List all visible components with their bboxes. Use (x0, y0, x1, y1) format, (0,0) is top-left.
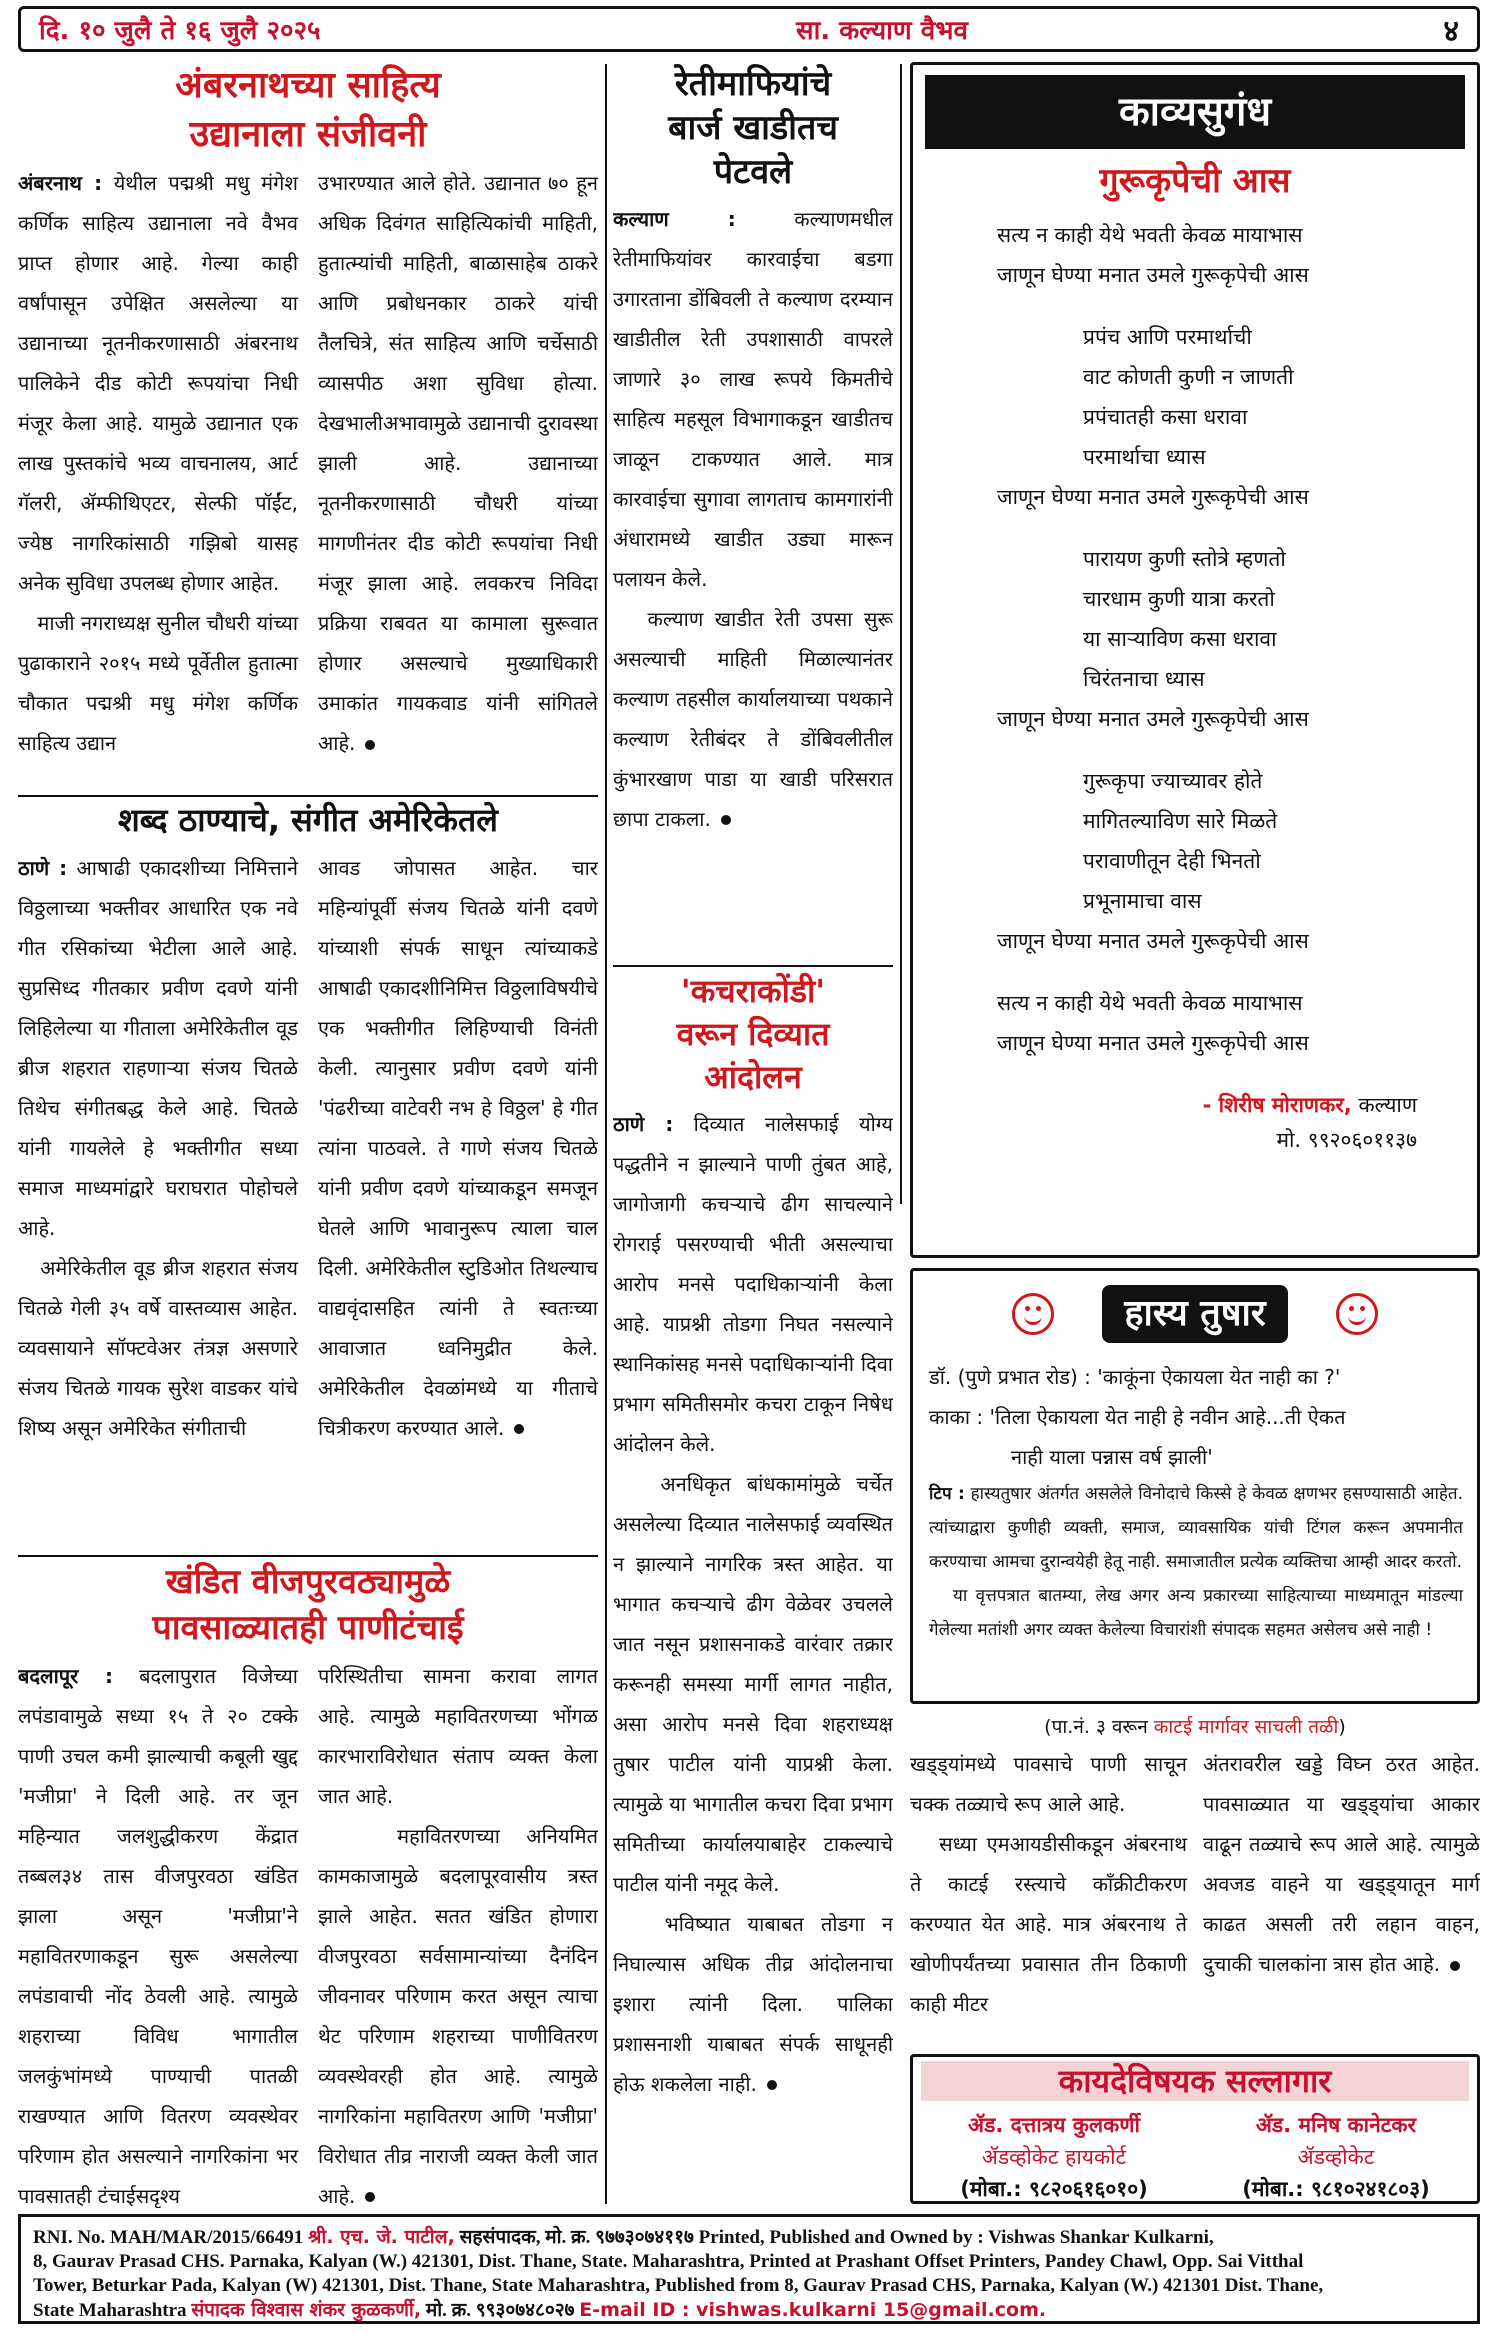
joke-line: 'काकूंना ऐकायला येत नाही का ?' (1097, 1365, 1341, 1389)
poem-line: वाट कोणती कुणी न जाणती (1083, 364, 1294, 389)
article-title: शब्द ठाण्याचे, संगीत अमेरिकेतले (118, 801, 498, 839)
poem-line: गुरूकृपा ज्याच्यावर होते (1083, 768, 1263, 793)
dateline: बदलापूर : (18, 1663, 114, 1688)
poem-author: - शिरीष मोराणकर, (1202, 1092, 1352, 1117)
poem-line: जाणून घेण्या मनात उमले गुरूकृपेची आस (997, 928, 1309, 953)
article-title-line: अंबरनाथच्या साहित्य (175, 65, 441, 106)
rni-number: RNI. No. MAH/MAR/2015/66491 (33, 2227, 304, 2248)
article-body: भविष्यात याबाबत तोडगा न निघाल्यास अधिक तीव्र आंदोलनाचा इशारा त्यांनी दिला. पालिका प्रशासनाशी याबाबत संपर्क साधूनही होऊ शकलेला नाही. (613, 1911, 893, 2096)
poem-line: सत्य न काही येथे भवती केवळ मायाभास (997, 990, 1303, 1015)
article-badlapur (18, 1560, 598, 2208)
end-dot-icon (1450, 1961, 1460, 1971)
poem-line: प्रभूनामाचा वास (1083, 888, 1202, 913)
article-body: आषाढी एकादशीच्या निमित्ताने विठ्ठलाच्या भक्तीवर आधारित एक नवे गीत रसिकांच्या भेटीला आले आहे. सुप्रसिध्द गीतकार प्रवीण दवणे यांनी लिहिलेल्या या गीताला अमेरिकेतील वूड ब्रीज शहरात राहणाऱ्या संजय चितळे तिथेच संगीतबद्ध केले आहे. चितळे यांनी गायलेले हे भक्तीगीत सध्या समाज माध्यमांद्वारे घराघरात पोहोचले आहे. (18, 855, 298, 1240)
joke-line: 'तिला ऐकायला येत नाही हे नवीन आहे...ती ऐकत (989, 1405, 1346, 1429)
tip-label: टिप : (929, 1484, 965, 1504)
article-body: दिव्यात नालेसफाई योग्य पद्धतीने न झाल्याने पाणी तुंबत आहे, जागोजागी कचऱ्याचे ढीग साचल्याने रोगराई पसरण्याची भीती असल्याचा आरोप मनसे पदाधिकाऱ्यांनी केला आहे. याप्रश्नी तोडगा निघत नसल्याने स्थानिकांसह मनसे पदाधिकाऱ्यांनी दिवा प्रभाग समितीसमोर कचरा टाकून निषेध आंदोलन केले. (613, 1111, 893, 1456)
article-body: माजी नगराध्यक्ष सुनील चौधरी यांच्या पुढाकाराने २०१५ मध्ये पूर्वेतील हुतात्मा चौकात पद्मश्री मधु मंगेश कर्णिक साहित्य उद्यान (18, 611, 298, 756)
poem-stanza (997, 761, 1477, 961)
article-title-line: वरून दिव्यात (676, 1015, 830, 1054)
poem-body (913, 215, 1477, 1063)
end-dot-icon (767, 2080, 777, 2090)
continued-ref-close: ) (1338, 1716, 1346, 1738)
continued-ref-label: (पा.नं. ३ वरून (1044, 1716, 1148, 1738)
advocate-1 (960, 2109, 1148, 2205)
poem-author-block (913, 1085, 1477, 1125)
legal-box (910, 2054, 1480, 2204)
column-rule (900, 64, 902, 1204)
dateline: अंबरनाथ : (18, 171, 103, 196)
editor-name: संपादक विश्वास शंकर कुळकर्णी, (191, 2299, 422, 2321)
article-title-line: खंडित वीजपुरवठ्यामुळे (165, 1562, 451, 1602)
article-continued (910, 1710, 1480, 2052)
end-dot-icon (365, 2192, 375, 2202)
advocate-role: ॲडव्होकेट (1297, 2145, 1375, 2169)
divider (18, 1555, 598, 1557)
article-body: उभारण्यात आले होते. उद्यानात ७० हून अधिक दिवंगत साहित्यिकांची माहिती, हुतात्म्यांची माहिती, बाळासाहेब ठाकरे आणि प्रबोधनकार ठाकरे यांची तैलचित्रे, संत साहित्य आणि चर्चेसाठी व्यासपीठ अशा सुविधा होत्या. देखभालीअभावामुळे उद्यानाची दुरावस्था झाली आहे. उद्यानाच्या नूतनीकरणासाठी चौधरी यांच्या मागणीनंतर दीड कोटी रूपयांचा निधी मंजूर झाला आहे. लवकरच निविदा प्रक्रिया राबवत या कामाला सुरूवात होणार असल्याचे मुख्याधिकारी उमाकांत गायकवाड यांनी सांगितले आहे. (318, 171, 598, 756)
advocate-2 (1242, 2109, 1430, 2205)
advocates (913, 2109, 1477, 2205)
article-title-line: उद्यानाला संजीवनी (189, 113, 427, 155)
page-header (18, 6, 1480, 52)
article-body: आवड जोपासत आहेत. चार महिन्यांपूर्वी संजय चितळे यांनी दवणे यांच्याशी संपर्क साधून त्यांच्याकडे आषाढी एकादशीनिमित्त विठ्ठलाविषयीचे एक भक्तीगीत लिहिण्याची विनंती केली. त्यानुसार प्रवीण दवणे यांनी 'पंढरीच्या वाटेवरी नभ हे विठ्ठल' हे गीत त्यांना पाठवले. ते गाणे संजय चितळे यांनी प्रवीण दवणे यांच्याकडून समजून घेतले आणि भावानुरूप त्याला चाल दिली. अमेरिकेतील स्टुडिओत तिथल्याच वाद्यवृंदासहित त्यांनी ते स्वतःच्या आवाजात ध्वनिमुद्रीत केले. अमेरिकेतील देवळांमध्ये या गीताचे चित्रीकरण करण्यात आले. (318, 855, 598, 1440)
joke-line: नाही याला पन्नास वर्ष झाली' (1011, 1445, 1213, 1469)
article-body: येथील पद्मश्री मधु मंगेश कर्णिक साहित्य उद्यानाला नवे वैभव प्राप्त होणार आहे. गेल्या काही वर्षांपासून उपेक्षित असलेल्या या उद्यानाच्या नूतनीकरणासाठी अंबरनाथ पालिकेने दीड कोटी रूपयांचा निधी मंजूर केला आहे. यामुळे उद्यानात एक लाख पुस्तकांचे भव्य वाचनालय, आर्ट गॅलरी, ॲम्फीथिएटर, सेल्फी पॉईंट, ज्येष्ठ नागरिकांसाठी गझिबो यासह अनेक सुविधा उपलब्ध होणार आहेत. (18, 171, 298, 596)
poem-line: चिरंतनाचा ध्यास (1083, 666, 1205, 691)
article-body: खड्ड्यांमध्ये पावसाचे पाणी साचून चक्क तळ्याचे रूप आले आहे. (910, 1752, 1187, 1816)
end-dot-icon (721, 815, 731, 825)
article-body: बदलापुरात विजेच्या लपंडावामुळे सध्या १५ ते २० टक्के पाणी उचल कमी झाल्याची कबूली खुद्द 'मजीप्रा' ने दिली आहे. तर जून महिन्यात जलशुद्धीकरण केंद्रात तब्बल३४ तास वीजपुरवठा खंडित झाला असून 'मजीप्रा'ने महावितरणाकडून सुरू असलेल्या लपंडावाची नोंद ठेवली आहे. त्यामुळे शहराच्या विविध भागातील जलकुंभांमध्ये पाण्याची पातळी राखण्यात आणि वितरण व्यवस्थेवर परिणाम होत असल्याने नागरिकांना भर पावसातही टंचाईसदृश्य (18, 1663, 298, 2208)
editor-mobile: मो. क्र. ९९३०७४८०२७ (425, 2300, 575, 2321)
legal-title: कायदेविषयक सल्लागार (921, 2061, 1469, 2101)
poem-line: प्रपंचातही कसा धरावा (1083, 404, 1248, 429)
continued-ref (910, 1710, 1480, 1744)
imprint-line: Tower, Beturkar Pada, Kalyan (W) 421301, Dist. Thane, State Maharashtra, Published from 8, Gaurav Prasad CHS, Parnaka, Kalyan (W.) 421301 Dist. Thane, (33, 2275, 1324, 2296)
sub-editor-name: श्री. एच. जे. पाटील, (307, 2226, 455, 2248)
poem-section-title: काव्यसुगंध (925, 75, 1465, 149)
disclaimer: या वृत्तपत्रात बातम्या, लेख अगर अन्य प्रकारच्या साहित्याच्या माध्यमातून मांडल्या गेलेल्या मतांशी अगर व्यक्त केलेल्या विचारांशी संपादक सहमत असेलच असे नाही ! (929, 1586, 1463, 1640)
poem-line: जाणून घेण्या मनात उमले गुरूकृपेची आस (997, 1030, 1309, 1055)
article-body: अनधिकृत बांधकामांमुळे चर्चेत असलेल्या दिव्यात नालेसफाई व्यवस्थित न झाल्याने नागरिक त्रस्त आहेत. या भागात कचऱ्याचे ढीग वेळेवर उचलले जात नसून प्रशासनाकडे वारंवार तक्रार करूनही समस्या मार्गी लागत नाहीत, असा आरोप मनसे दिवा शहराध्यक्ष तुषार पाटील यांनी याप्रश्नी केला. त्यामुळे या भागातील कचरा दिवा प्रभाग समितीच्या कार्यालयाबाहेर टाकल्याचे पाटील यांनी नमूद केले. (613, 1471, 893, 1896)
divider (18, 795, 598, 797)
article-diva-protest (613, 970, 893, 2208)
article-title-line: 'कचराकोंडी' (680, 972, 826, 1010)
poem-line: मागितल्याविण सारे मिळते (1083, 808, 1278, 833)
hasya-tip (913, 1477, 1477, 1579)
poem-line: जाणून घेण्या मनात उमले गुरूकृपेची आस (997, 706, 1309, 731)
hasya-header (913, 1285, 1477, 1343)
paper-name: सा. कल्याण वैभव (796, 16, 968, 46)
poem-line: जाणून घेण्या मनात उमले गुरूकृपेची आस (997, 484, 1309, 509)
continued-ref-title: काटई मार्गावर साचली तळी (1153, 1716, 1339, 1738)
article-body: कल्याण खाडीत रेती उपसा सुरू असल्याची माहिती मिळाल्यानंतर कल्याण तहसील कार्यालयाच्या पथकाने कल्याण रेतीबंदर ते डोंबिवलीतील कुंभारखाण पाडा या खाडी परिसरात छापा टाकला. (613, 606, 893, 831)
article-body: अंतरावरील खड्डे विघ्न ठरत आहेत. पावसाळ्यात या खड्ड्यांचा आकार वाढून तळ्याचे रूप आले आहे. त्यामुळे अवजड वाहने या खड्ड्यातून मार्ग काढत असली तरी लहान वाहन, दुचाकी चालकांना त्रास होत आहे. (1203, 1752, 1480, 1976)
editor-email: E-mail ID : vishwas.kulkarni 15@gmail.com. (579, 2299, 1047, 2321)
sub-editor-info: सहसंपादक, मो. क्र. ९७७३०७४११७ (459, 2227, 694, 2248)
end-dot-icon (514, 1424, 524, 1434)
article-thane-song (18, 800, 598, 1550)
poem-box (910, 62, 1480, 1258)
article-sand-mafia (613, 62, 893, 962)
imprint-footer (18, 2214, 1480, 2324)
poem-line: सत्य न काही येथे भवती केवळ मायाभास (997, 222, 1303, 247)
article-body: महावितरणच्या अनियमित कामकाजामुळे बदलापूरवासीय त्रस्त झाले आहेत. सतत खंडित होणारा वीजपुरवठा सर्वसामान्यांच्या दैनंदिन जीवनावर परिणाम करत असून त्याचा थेट परिणाम शहराच्या पाणीवितरण व्यवस्थेवरही होत आहे. त्यामुळे नागरिकांना महावितरण आणि 'मजीप्रा' विरोधात तीव्र नाराजी व्यक्त केली जात आहे. (318, 1823, 598, 2208)
imprint-line: State Maharashtra (33, 2300, 187, 2321)
poem-author-place: कल्याण (1358, 1092, 1417, 1117)
smiley-icon (1336, 1293, 1378, 1335)
advocate-role: ॲडव्होकेट हायकोर्ट (981, 2145, 1127, 2169)
poem-line: चारधाम कुणी यात्रा करतो (1083, 586, 1275, 611)
article-ambernath (18, 62, 598, 792)
hasya-joke (913, 1343, 1477, 1477)
poem-line: परमार्थाचा ध्यास (1083, 444, 1206, 469)
advocate-mobile: (मोबा.: ९८२०६१६०१०) (960, 2177, 1148, 2201)
poem-stanza (997, 983, 1477, 1063)
poem-line: प्रपंच आणि परमार्थाची (1083, 324, 1252, 349)
article-body: सध्या एमआयडीसीकडून अंबरनाथ ते काटई रस्त्याचे काँक्रीटीकरण करण्यात येत आहे. मात्र अंबरनाथ ते खोणीपर्यंतच्या प्रवासात तीन ठिकाणी काही मीटर (910, 1832, 1187, 2016)
poem-line: जाणून घेण्या मनात उमले गुरूकृपेची आस (997, 262, 1309, 287)
advocate-mobile: (मोबा.: ९८१०२४१८०३) (1242, 2177, 1430, 2201)
article-title-line: रेतीमाफियांचे (674, 64, 832, 104)
dateline: कल्याण : (613, 206, 736, 231)
article-body: कल्याणमधील रेतीमाफियांवर कारवाईचा बडगा उगारताना डोंबिवली ते कल्याण दरम्यान खाडीतील रेती उपशासाठी वापरले जाणारे ३० लाख रूपये किमतीचे साहित्य महसूल विभागाकडून खाडीतच जाळून टाकण्यात आले. मात्र कारवाईचा सुगावा लागताच कामगारांनी अंधारामध्ये खाडीत उड्या मारून पलायन केले. (613, 206, 893, 591)
imprint-line: 8, Gaurav Prasad CHS. Parnaka, Kalyan (W.) 421301, Dist. Thane, State. Maharashtra, Printed at Prashant Offset Printers, Pandey Chawl, Opp. Sai Vitthal (33, 2251, 1304, 2272)
poem-line: या साऱ्याविण कसा धरावा (1083, 626, 1277, 651)
poem-stanza (997, 539, 1477, 739)
hasya-title: हास्य तुषार (1102, 1285, 1287, 1343)
column-rule (605, 64, 607, 2204)
end-dot-icon (365, 740, 375, 750)
poem-line: पारायण कुणी स्तोत्रे म्हणतो (1083, 546, 1286, 571)
advocate-name: ॲड. मनिष कानेटकर (1255, 2113, 1417, 2137)
imprint-line: Printed, Published and Owned by : Vishwas Shankar Kulkarni, (698, 2227, 1214, 2248)
poem-title: गुरूकृपेची आस (1099, 161, 1291, 201)
joke-speaker: काका : (929, 1405, 984, 1429)
poem-stanza (997, 317, 1477, 517)
joke-speaker: डॉ. (पुणे प्रभात रोड) : (929, 1365, 1091, 1389)
page-number: ४ (1443, 13, 1459, 49)
article-body: अमेरिकेतील वूड ब्रीज शहरात संजय चितळे गेली ३५ वर्षे वास्तव्यास आहेत. व्यवसायाने सॉफ्टवेअर तंत्रज्ञ असणारे संजय चितळे गायक सुरेश वाडकर यांचे शिष्य असून अमेरिकेत संगीताची (18, 1255, 298, 1440)
dateline: ठाणे : (18, 855, 68, 880)
tip-text: हास्यतुषार अंतर्गत असलेले विनोदाचे किस्से हे केवळ क्षणभर हसण्यासाठी आहेत. त्यांच्याद्वारा कुणीही व्यक्ती, समाज, व्यावसायिक यांची टिंगल करून अपमानीत करण्याचा आमचा दुरान्वयेही हेतू नाही. समाजातील प्रत्येक व्यक्तिचा आम्ही आदर करतो. (929, 1484, 1464, 1572)
article-title-line: पावसाळ्यातही पाणीटंचाई (152, 1607, 464, 1648)
poem-stanza (997, 215, 1477, 295)
article-title-line: पेटवले (713, 152, 793, 193)
dateline: ठाणे : (613, 1111, 674, 1136)
hasya-box (910, 1268, 1480, 1704)
article-title-line: आंदोलन (704, 1058, 802, 1097)
poem-author-mobile: मो. ९९२०६०११३७ (1276, 1127, 1417, 1152)
advocate-name: ॲड. दत्तात्रय कुलकर्णी (968, 2113, 1140, 2137)
poem-line: परावाणीतून देही भिनतो (1083, 848, 1261, 873)
article-body: परिस्थितीचा सामना करावा लागत आहे. त्यामुळे महावितरणच्या भोंगळ कारभाराविरोधात संताप व्यक्त केला जात आहे. (318, 1663, 598, 1808)
smiley-icon (1012, 1293, 1054, 1335)
issue-date: दि. १० जुलै ते १६ जुलै २०२५ (39, 16, 321, 46)
article-title-line: बार्ज खाडीतच (668, 108, 838, 149)
divider (613, 965, 893, 967)
